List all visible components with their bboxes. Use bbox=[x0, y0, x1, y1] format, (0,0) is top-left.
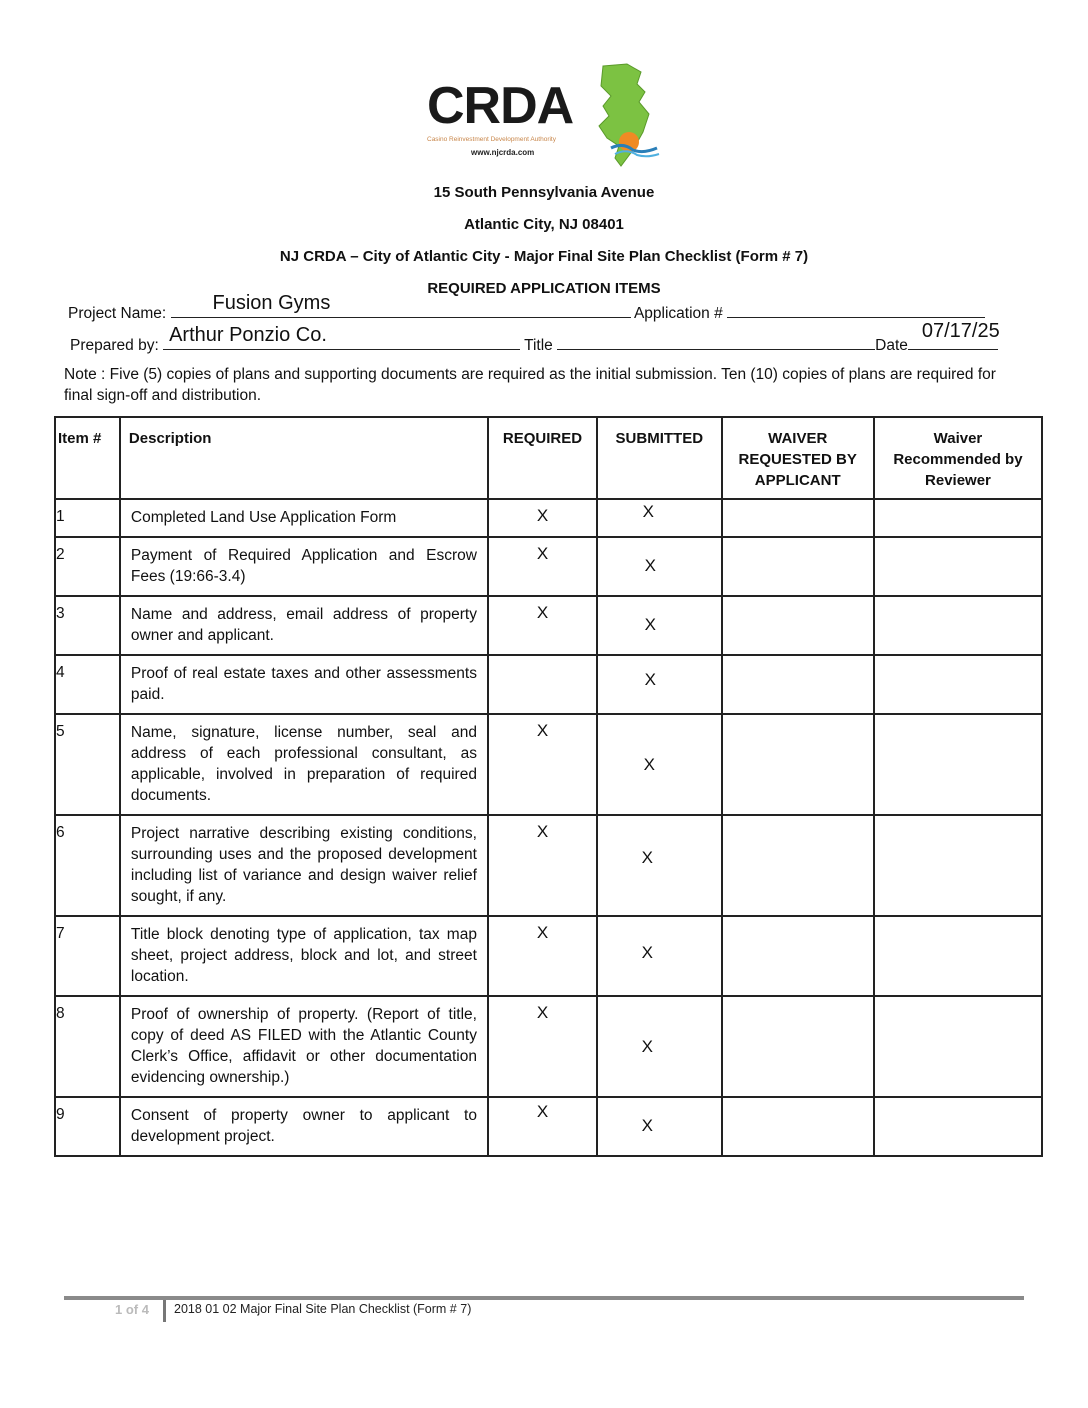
item-number: 8 bbox=[55, 996, 120, 1097]
header-waiver-requested: WAIVER REQUESTED BY APPLICANT bbox=[722, 417, 874, 499]
submitted-cell[interactable]: X bbox=[597, 1097, 721, 1156]
waiver-requested-cell[interactable] bbox=[722, 714, 874, 815]
submitted-cell[interactable]: X bbox=[597, 714, 721, 815]
item-description: Consent of property owner to applicant to development project. bbox=[120, 1097, 488, 1156]
project-name-row bbox=[68, 292, 985, 323]
item-number: 2 bbox=[55, 537, 120, 596]
submitted-cell[interactable]: X bbox=[597, 655, 721, 714]
waiver-recommended-cell[interactable] bbox=[874, 916, 1042, 996]
waiver-recommended-cell[interactable] bbox=[874, 537, 1042, 596]
submitted-cell[interactable]: X bbox=[597, 537, 721, 596]
waiver-recommended-cell[interactable] bbox=[874, 996, 1042, 1097]
item-number: 3 bbox=[55, 596, 120, 655]
header-required: REQUIRED bbox=[488, 417, 597, 499]
section-title: REQUIRED APPLICATION ITEMS bbox=[427, 280, 661, 297]
item-number: 1 bbox=[55, 499, 120, 537]
waiver-requested-cell[interactable] bbox=[722, 916, 874, 996]
footer-rule bbox=[64, 1296, 1024, 1300]
item-number: 4 bbox=[55, 655, 120, 714]
project-name-label: Project Name: bbox=[68, 305, 167, 322]
crda-logo bbox=[425, 62, 665, 172]
project-name-field[interactable] bbox=[171, 292, 631, 318]
prepared-by-field[interactable] bbox=[163, 324, 520, 350]
waiver-recommended-cell[interactable] bbox=[874, 714, 1042, 815]
address-line-2: Atlantic City, NJ 08401 bbox=[464, 216, 624, 233]
new-jersey-map-icon bbox=[593, 62, 665, 172]
date-field[interactable] bbox=[908, 320, 1000, 350]
item-number: 6 bbox=[55, 815, 120, 916]
header-submitted: SUBMITTED bbox=[597, 417, 721, 499]
waiver-requested-cell[interactable] bbox=[722, 499, 874, 537]
prepared-by-row bbox=[70, 320, 1000, 355]
logo-url: www.njcrda.com bbox=[471, 148, 535, 157]
page-indicator: 1 of 4 bbox=[115, 1302, 149, 1317]
title-field[interactable] bbox=[557, 333, 875, 350]
waiver-requested-cell[interactable] bbox=[722, 596, 874, 655]
header-item: Item # bbox=[55, 417, 120, 499]
submitted-cell[interactable]: X bbox=[597, 499, 721, 537]
table-row bbox=[55, 815, 1042, 916]
footer-doc-name: 2018 01 02 Major Final Site Plan Checklist (Form # 7) bbox=[174, 1302, 472, 1316]
item-number: 9 bbox=[55, 1097, 120, 1156]
waiver-requested-cell[interactable] bbox=[722, 996, 874, 1097]
item-description: Project narrative describing existing conditions, surrounding uses and the proposed development including list of variance and design waiver relief sought, if any. bbox=[120, 815, 488, 916]
item-description: Title block denoting type of application, tax map sheet, project address, block and lot, and street location. bbox=[120, 916, 488, 996]
waiver-recommended-cell[interactable] bbox=[874, 815, 1042, 916]
table-row bbox=[55, 596, 1042, 655]
waiver-requested-cell[interactable] bbox=[722, 1097, 874, 1156]
waiver-recommended-cell[interactable] bbox=[874, 499, 1042, 537]
required-cell[interactable]: X bbox=[488, 596, 597, 655]
logo-subtitle: Casino Reinvestment Development Authority bbox=[427, 136, 556, 143]
form-title: NJ CRDA – City of Atlantic City - Major Final Site Plan Checklist (Form # 7) bbox=[279, 248, 809, 265]
application-label: Application # bbox=[633, 305, 723, 322]
waiver-requested-cell[interactable] bbox=[722, 655, 874, 714]
application-number-field[interactable] bbox=[727, 301, 985, 318]
submitted-cell[interactable]: X bbox=[597, 916, 721, 996]
required-cell[interactable]: X bbox=[488, 996, 597, 1097]
waiver-requested-cell[interactable] bbox=[722, 537, 874, 596]
table-row bbox=[55, 1097, 1042, 1156]
prepared-by-label: Prepared by: bbox=[70, 337, 159, 354]
table-row bbox=[55, 916, 1042, 996]
header-waiver-recommended: Waiver Recommended by Reviewer bbox=[874, 417, 1042, 499]
date-value: 07/17/25 bbox=[921, 320, 1000, 342]
table-row bbox=[55, 655, 1042, 714]
required-cell[interactable]: X bbox=[488, 537, 597, 596]
required-cell[interactable]: X bbox=[488, 714, 597, 815]
submitted-cell[interactable]: X bbox=[597, 815, 721, 916]
table-row bbox=[55, 537, 1042, 596]
waiver-recommended-cell[interactable] bbox=[874, 1097, 1042, 1156]
required-cell[interactable]: X bbox=[488, 499, 597, 537]
waiver-recommended-cell[interactable] bbox=[874, 596, 1042, 655]
prepared-by-value: Arthur Ponzio Co. bbox=[169, 324, 327, 346]
footer-divider bbox=[163, 1300, 166, 1322]
table-row bbox=[55, 714, 1042, 815]
required-cell[interactable]: X bbox=[488, 916, 597, 996]
item-description: Proof of ownership of property. (Report of title, copy of deed AS FILED with the Atlantic County Clerk’s Office, affidavit or other documentation evidencing ownership.) bbox=[120, 996, 488, 1097]
table-header-row bbox=[55, 417, 1042, 499]
header-description: Description bbox=[120, 417, 488, 499]
title-label: Title bbox=[524, 337, 553, 354]
item-description: Payment of Required Application and Escrow Fees (19:66-3.4) bbox=[120, 537, 488, 596]
logo-wordmark: CRDA bbox=[427, 77, 574, 135]
waiver-recommended-cell[interactable] bbox=[874, 655, 1042, 714]
submitted-cell[interactable]: X bbox=[597, 596, 721, 655]
submitted-cell[interactable]: X bbox=[597, 996, 721, 1097]
table-row bbox=[55, 499, 1042, 537]
table-row bbox=[55, 996, 1042, 1097]
project-name-value: Fusion Gyms bbox=[212, 292, 331, 314]
item-description: Name, signature, license number, seal and address of each professional consultant, as applicable, involved in preparation of required documents. bbox=[120, 714, 488, 815]
date-label: Date bbox=[875, 337, 908, 354]
submission-note: Note : Five (5) copies of plans and supporting documents are required as the initial submission. Ten (10) copies of plans are required for final sign-off and distribution. bbox=[64, 366, 996, 404]
item-description: Proof of real estate taxes and other assessments paid. bbox=[120, 655, 488, 714]
item-description: Completed Land Use Application Form bbox=[120, 499, 488, 537]
item-number: 5 bbox=[55, 714, 120, 815]
address-line-1: 15 South Pennsylvania Avenue bbox=[433, 184, 655, 201]
required-cell[interactable]: X bbox=[488, 815, 597, 916]
required-cell[interactable]: X bbox=[488, 1097, 597, 1156]
checklist-table bbox=[54, 416, 1043, 1157]
waiver-requested-cell[interactable] bbox=[722, 815, 874, 916]
item-description: Name and address, email address of property owner and applicant. bbox=[120, 596, 488, 655]
item-number: 7 bbox=[55, 916, 120, 996]
